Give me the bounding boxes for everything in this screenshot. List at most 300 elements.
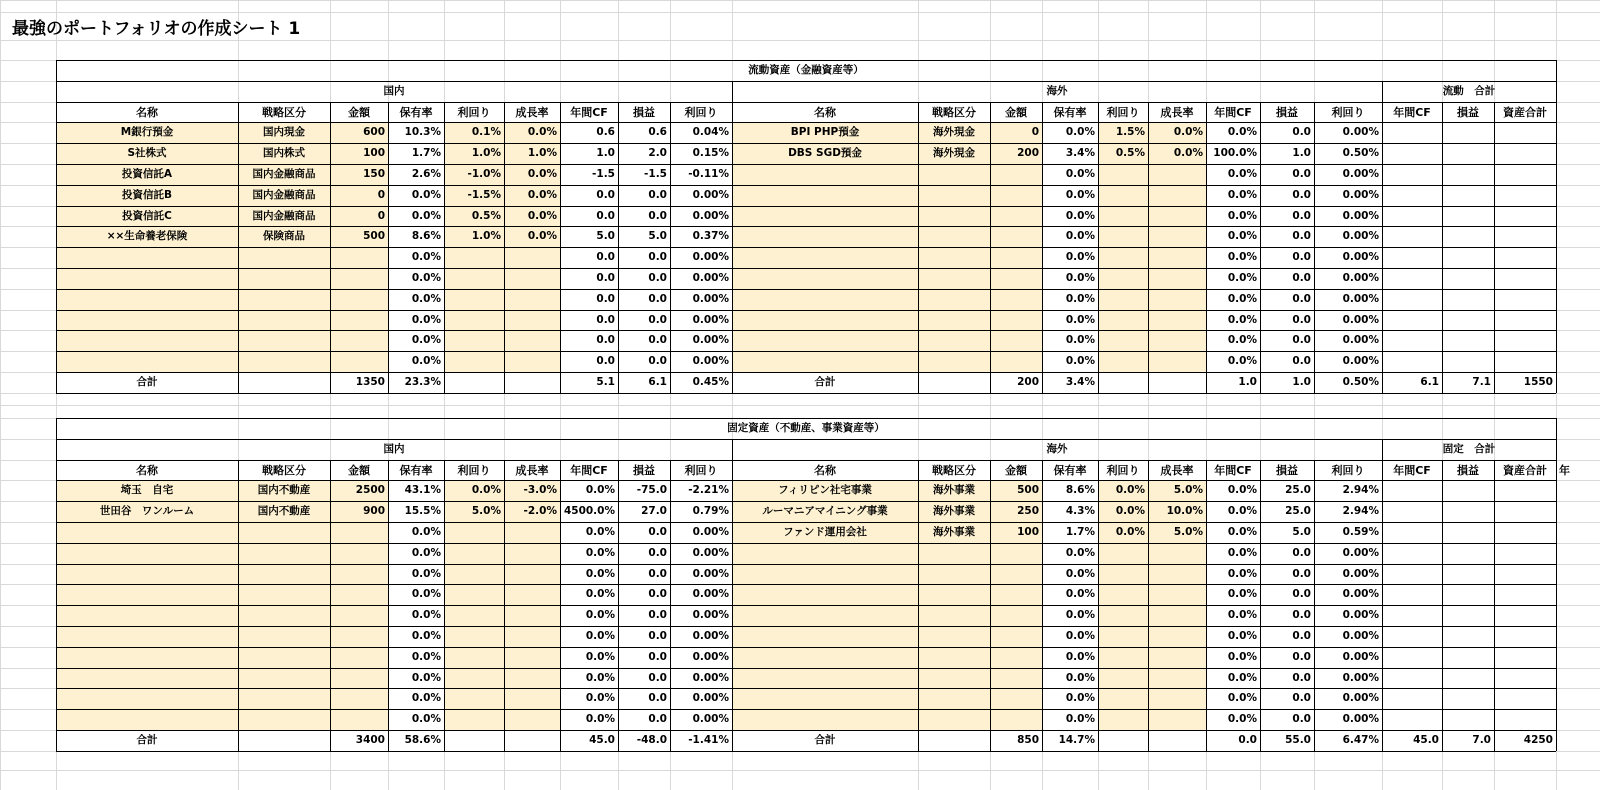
current-overseas-cell[interactable]: 0.0 (1292, 126, 1311, 139)
fixed-overseas-cell[interactable]: 0.0 (1292, 713, 1311, 726)
fixed-domestic-cell[interactable] (330, 564, 388, 584)
current-overseas-total-cell[interactable]: 3.4% (1065, 376, 1095, 389)
current-overseas-cell[interactable]: 0.0% (1065, 168, 1095, 181)
current-domestic-cell[interactable]: 0.0% (527, 209, 557, 222)
current-domestic-total-cell[interactable]: 5.1 (596, 376, 615, 389)
fixed-domestic-cell[interactable] (56, 605, 238, 626)
current-overseas-total-cell[interactable]: 200 (1017, 376, 1039, 389)
current-overseas-cell[interactable]: 0.00% (1342, 230, 1379, 243)
fixed-overseas-cell[interactable]: 0.00% (1342, 671, 1379, 684)
current-overseas-cell[interactable] (990, 351, 1042, 372)
fixed-domestic-cell[interactable]: 43.1% (404, 484, 441, 497)
current-overseas-cell[interactable] (990, 247, 1042, 268)
current-domestic-cell[interactable]: 10.3% (404, 126, 441, 139)
fixed-summary-total-cell[interactable]: 45.0 (1413, 734, 1439, 747)
fixed-overseas-cell[interactable]: 0.0% (1115, 484, 1145, 497)
fixed-domestic-cell[interactable] (56, 564, 238, 584)
current-overseas-cell[interactable] (732, 164, 918, 185)
fixed-domestic-cell[interactable] (56, 626, 238, 647)
current-overseas-cell[interactable] (1098, 247, 1148, 268)
fixed-overseas-cell[interactable] (1098, 543, 1148, 564)
fixed-overseas-cell[interactable] (990, 564, 1042, 584)
current-domestic-cell[interactable] (330, 247, 388, 268)
fixed-overseas-cell[interactable]: 海外事業 (933, 505, 975, 518)
current-overseas-cell[interactable]: BPI PHP預金 (790, 126, 860, 139)
fixed-overseas-cell[interactable]: 0.00% (1342, 692, 1379, 705)
current-domestic-cell[interactable]: 0.0 (596, 293, 615, 306)
fixed-overseas-cell[interactable] (1098, 605, 1148, 626)
fixed-domestic-cell[interactable] (330, 668, 388, 688)
current-overseas-cell[interactable]: 0.00% (1342, 272, 1379, 285)
current-overseas-cell[interactable] (918, 268, 990, 289)
current-domestic-cell[interactable]: 0.0% (411, 272, 441, 285)
fixed-overseas-cell[interactable]: 0.0% (1227, 609, 1257, 622)
fixed-domestic-cell[interactable] (330, 709, 388, 730)
current-domestic-cell[interactable]: 1.0% (471, 230, 501, 243)
fixed-overseas-cell[interactable]: 250 (1017, 505, 1039, 518)
current-domestic-cell[interactable] (238, 268, 330, 289)
fixed-overseas-cell[interactable] (990, 668, 1042, 688)
fixed-overseas-cell[interactable]: 2.94% (1342, 484, 1379, 497)
current-domestic-cell[interactable]: 0.0 (596, 355, 615, 368)
fixed-overseas-cell[interactable] (918, 564, 990, 584)
fixed-domestic-cell[interactable] (238, 647, 330, 668)
fixed-domestic-cell[interactable]: 0.00% (692, 609, 729, 622)
fixed-domestic-cell[interactable]: 0.0% (411, 692, 441, 705)
current-domestic-cell[interactable]: 国内金融商品 (252, 209, 316, 222)
fixed-overseas-cell[interactable]: 0.00% (1342, 567, 1379, 580)
fixed-overseas-cell[interactable]: 0.0 (1292, 567, 1311, 580)
fixed-domestic-cell[interactable] (238, 688, 330, 709)
current-domestic-cell[interactable] (444, 247, 504, 268)
current-overseas-cell[interactable] (732, 351, 918, 372)
current-domestic-cell[interactable]: 0.0% (411, 334, 441, 347)
fixed-overseas-cell[interactable]: 海外事業 (933, 526, 975, 539)
fixed-domestic-cell[interactable]: 0.0% (411, 547, 441, 560)
current-overseas-cell[interactable]: DBS SGD預金 (788, 147, 862, 160)
fixed-domestic-cell[interactable]: 0.00% (692, 547, 729, 560)
current-domestic-cell[interactable]: 1.7% (411, 147, 441, 160)
fixed-overseas-cell[interactable] (732, 605, 918, 626)
fixed-overseas-cell[interactable]: 0.0% (1065, 609, 1095, 622)
fixed-overseas-cell[interactable]: フィリピン社宅事業 (778, 484, 872, 497)
current-overseas-cell[interactable]: 0.0% (1227, 209, 1257, 222)
current-domestic-total-cell[interactable] (444, 372, 504, 393)
current-overseas-cell[interactable]: 0 (1031, 126, 1039, 139)
fixed-overseas-cell[interactable]: 8.6% (1065, 484, 1095, 497)
fixed-overseas-cell[interactable] (990, 605, 1042, 626)
fixed-overseas-cell[interactable]: 海外事業 (933, 484, 975, 497)
fixed-overseas-cell[interactable] (1148, 626, 1206, 647)
fixed-domestic-cell[interactable] (444, 584, 504, 605)
fixed-overseas-cell[interactable]: 0.0% (1115, 505, 1145, 518)
current-overseas-cell[interactable]: 0.0% (1227, 272, 1257, 285)
fixed-domestic-cell[interactable]: -2.21% (688, 484, 729, 497)
current-overseas-cell[interactable] (918, 206, 990, 226)
fixed-domestic-total-cell[interactable] (444, 730, 504, 751)
current-domestic-cell[interactable] (56, 351, 238, 372)
fixed-domestic-cell[interactable]: 15.5% (404, 505, 441, 518)
current-overseas-cell[interactable] (918, 164, 990, 185)
current-overseas-cell[interactable] (1148, 185, 1206, 206)
current-overseas-cell[interactable] (990, 330, 1042, 351)
fixed-domestic-cell[interactable]: 0.0% (411, 671, 441, 684)
fixed-overseas-total-cell[interactable]: 850 (1017, 734, 1039, 747)
fixed-domestic-cell[interactable] (444, 647, 504, 668)
current-overseas-cell[interactable]: 0.0 (1292, 272, 1311, 285)
fixed-overseas-total-cell[interactable] (1148, 730, 1206, 751)
fixed-domestic-cell[interactable] (444, 626, 504, 647)
fixed-overseas-cell[interactable] (990, 626, 1042, 647)
fixed-domestic-cell[interactable] (504, 688, 560, 709)
fixed-domestic-cell[interactable]: 5.0% (471, 505, 501, 518)
current-domestic-cell[interactable]: 5.0 (648, 230, 667, 243)
current-overseas-total-cell[interactable] (1098, 372, 1148, 393)
fixed-domestic-cell[interactable]: 0.00% (692, 671, 729, 684)
fixed-overseas-cell[interactable] (1098, 668, 1148, 688)
current-domestic-cell[interactable] (330, 351, 388, 372)
fixed-overseas-cell[interactable] (918, 647, 990, 668)
current-overseas-cell[interactable]: 0.0% (1173, 126, 1203, 139)
fixed-overseas-cell[interactable]: ルーマニアマイニング事業 (762, 505, 888, 518)
fixed-overseas-cell[interactable] (732, 668, 918, 688)
fixed-overseas-cell[interactable] (1098, 564, 1148, 584)
current-domestic-total-cell[interactable] (504, 372, 560, 393)
current-domestic-cell[interactable]: 0.1% (471, 126, 501, 139)
current-overseas-cell[interactable]: 0.0% (1227, 251, 1257, 264)
fixed-overseas-cell[interactable] (918, 688, 990, 709)
fixed-domestic-cell[interactable] (56, 668, 238, 688)
current-overseas-cell[interactable] (1098, 310, 1148, 330)
current-domestic-cell[interactable]: 保険商品 (263, 230, 305, 243)
fixed-overseas-cell[interactable] (990, 709, 1042, 730)
current-domestic-cell[interactable]: 0.0 (596, 251, 615, 264)
fixed-domestic-cell[interactable]: 0.00% (692, 567, 729, 580)
fixed-overseas-cell[interactable]: 0.59% (1342, 526, 1379, 539)
fixed-domestic-cell[interactable] (56, 543, 238, 564)
current-domestic-cell[interactable]: 0.0 (596, 209, 615, 222)
fixed-overseas-total-cell[interactable]: 14.7% (1058, 734, 1095, 747)
current-overseas-cell[interactable] (990, 310, 1042, 330)
current-domestic-cell[interactable]: -1.0% (467, 168, 501, 181)
fixed-overseas-cell[interactable]: 0.0% (1065, 567, 1095, 580)
current-overseas-total-cell[interactable] (918, 372, 990, 393)
current-overseas-cell[interactable]: 1.0 (1292, 147, 1311, 160)
fixed-overseas-cell[interactable] (1148, 543, 1206, 564)
fixed-domestic-cell[interactable]: 0.0 (648, 692, 667, 705)
fixed-domestic-cell[interactable]: 0.0% (411, 609, 441, 622)
current-domestic-total-cell[interactable]: 6.1 (648, 376, 667, 389)
current-overseas-cell[interactable]: 0.00% (1342, 251, 1379, 264)
fixed-domestic-cell[interactable]: 埼玉 自宅 (120, 484, 174, 497)
current-domestic-cell[interactable]: 0.0 (648, 189, 667, 202)
fixed-domestic-total-cell[interactable]: 合計 (136, 734, 158, 747)
fixed-overseas-cell[interactable]: 5.0% (1173, 526, 1203, 539)
fixed-domestic-cell[interactable]: 4500.0% (563, 505, 615, 518)
fixed-domestic-cell[interactable]: 0.0% (585, 651, 615, 664)
fixed-domestic-total-cell[interactable]: -1.41% (688, 734, 729, 747)
fixed-overseas-cell[interactable] (1098, 626, 1148, 647)
current-overseas-cell[interactable] (1098, 330, 1148, 351)
current-domestic-cell[interactable] (504, 268, 560, 289)
current-overseas-cell[interactable] (1098, 268, 1148, 289)
fixed-domestic-total-cell[interactable]: 58.6% (404, 734, 441, 747)
current-overseas-cell[interactable]: 0.0% (1227, 230, 1257, 243)
current-overseas-cell[interactable] (732, 226, 918, 247)
fixed-domestic-cell[interactable] (238, 564, 330, 584)
current-domestic-cell[interactable] (238, 330, 330, 351)
current-domestic-cell[interactable]: 0.0 (596, 334, 615, 347)
fixed-domestic-cell[interactable] (330, 647, 388, 668)
fixed-domestic-cell[interactable] (56, 522, 238, 543)
current-overseas-cell[interactable]: 0.0% (1227, 189, 1257, 202)
fixed-domestic-cell[interactable] (444, 688, 504, 709)
current-domestic-cell[interactable]: 5.0 (596, 230, 615, 243)
fixed-overseas-cell[interactable]: 0.0% (1065, 651, 1095, 664)
current-domestic-cell[interactable] (504, 310, 560, 330)
current-overseas-cell[interactable] (990, 206, 1042, 226)
fixed-overseas-cell[interactable] (1098, 584, 1148, 605)
current-domestic-cell[interactable]: 0.0% (411, 293, 441, 306)
fixed-overseas-cell[interactable] (1098, 709, 1148, 730)
current-domestic-total-cell[interactable]: 0.45% (692, 376, 729, 389)
fixed-domestic-cell[interactable] (444, 564, 504, 584)
current-domestic-cell[interactable]: 0.6 (648, 126, 667, 139)
current-domestic-cell[interactable]: 投資信託A (121, 168, 173, 181)
fixed-overseas-cell[interactable]: 0.0% (1227, 547, 1257, 560)
current-domestic-cell[interactable]: 0.00% (692, 189, 729, 202)
current-overseas-cell[interactable] (1098, 351, 1148, 372)
current-domestic-cell[interactable]: 0.0 (648, 209, 667, 222)
current-overseas-cell[interactable]: 0.0 (1292, 230, 1311, 243)
fixed-domestic-cell[interactable]: -3.0% (523, 484, 557, 497)
current-overseas-total-cell[interactable]: 0.50% (1342, 376, 1379, 389)
fixed-domestic-cell[interactable]: 0.0 (648, 547, 667, 560)
current-domestic-cell[interactable]: 国内金融商品 (252, 189, 316, 202)
fixed-domestic-cell[interactable]: 0.0% (411, 713, 441, 726)
fixed-domestic-cell[interactable]: 0.0 (648, 651, 667, 664)
current-domestic-cell[interactable]: 1.0% (471, 147, 501, 160)
current-overseas-cell[interactable]: 0.0% (1065, 126, 1095, 139)
current-domestic-cell[interactable]: 1.0% (527, 147, 557, 160)
current-overseas-cell[interactable] (1098, 164, 1148, 185)
current-domestic-cell[interactable]: 0.00% (692, 293, 729, 306)
fixed-domestic-cell[interactable]: 0.00% (692, 630, 729, 643)
fixed-domestic-cell[interactable]: 0.0 (648, 526, 667, 539)
fixed-domestic-cell[interactable]: 0.0 (648, 713, 667, 726)
fixed-overseas-cell[interactable] (1148, 605, 1206, 626)
fixed-overseas-cell[interactable]: 0.0% (1227, 588, 1257, 601)
current-domestic-cell[interactable] (330, 289, 388, 310)
fixed-overseas-cell[interactable]: 0.00% (1342, 609, 1379, 622)
fixed-overseas-cell[interactable] (1148, 647, 1206, 668)
fixed-overseas-cell[interactable]: 0.0% (1227, 526, 1257, 539)
current-overseas-cell[interactable]: 200 (1017, 147, 1039, 160)
current-domestic-cell[interactable] (504, 351, 560, 372)
current-overseas-cell[interactable]: 0.0% (1227, 313, 1257, 326)
current-overseas-cell[interactable]: 0.5% (1115, 147, 1145, 160)
current-domestic-cell[interactable]: 投資信託C (122, 209, 172, 222)
current-overseas-cell[interactable]: 0.0% (1065, 272, 1095, 285)
fixed-overseas-cell[interactable] (1148, 688, 1206, 709)
current-overseas-cell[interactable]: 0.00% (1342, 126, 1379, 139)
current-overseas-cell[interactable]: 0.0% (1065, 230, 1095, 243)
current-overseas-cell[interactable]: 0.0% (1065, 189, 1095, 202)
current-overseas-cell[interactable]: 0.0% (1065, 251, 1095, 264)
fixed-domestic-cell[interactable]: 0.00% (692, 526, 729, 539)
fixed-overseas-total-cell[interactable]: 55.0 (1285, 734, 1311, 747)
fixed-overseas-cell[interactable]: 25.0 (1285, 484, 1311, 497)
current-domestic-cell[interactable]: 投資信託B (121, 189, 172, 202)
current-overseas-cell[interactable] (1148, 330, 1206, 351)
current-overseas-cell[interactable] (732, 185, 918, 206)
current-domestic-cell[interactable] (444, 310, 504, 330)
current-domestic-cell[interactable]: 0.0% (527, 230, 557, 243)
current-domestic-cell[interactable]: 国内株式 (263, 147, 305, 160)
fixed-overseas-cell[interactable]: 0.0% (1227, 567, 1257, 580)
current-domestic-cell[interactable]: 0.0 (648, 293, 667, 306)
fixed-domestic-total-cell[interactable] (504, 730, 560, 751)
fixed-domestic-cell[interactable] (56, 709, 238, 730)
fixed-overseas-cell[interactable] (732, 564, 918, 584)
current-summary-total-cell[interactable]: 7.1 (1472, 376, 1491, 389)
fixed-domestic-cell[interactable]: 0.0% (585, 609, 615, 622)
fixed-domestic-cell[interactable] (504, 605, 560, 626)
current-overseas-cell[interactable] (1148, 164, 1206, 185)
fixed-overseas-cell[interactable] (732, 584, 918, 605)
fixed-domestic-total-cell[interactable] (238, 730, 330, 751)
fixed-overseas-cell[interactable]: 5.0 (1292, 526, 1311, 539)
fixed-overseas-total-cell[interactable]: 合計 (814, 734, 836, 747)
current-overseas-cell[interactable] (918, 330, 990, 351)
fixed-domestic-cell[interactable] (330, 522, 388, 543)
current-overseas-cell[interactable] (1148, 268, 1206, 289)
current-domestic-cell[interactable]: M銀行預金 (120, 126, 174, 139)
current-summary-total-cell[interactable]: 6.1 (1420, 376, 1439, 389)
current-overseas-total-cell[interactable]: 1.0 (1238, 376, 1257, 389)
fixed-overseas-total-cell[interactable]: 6.47% (1342, 734, 1379, 747)
current-domestic-cell[interactable]: 0.0% (411, 209, 441, 222)
fixed-overseas-cell[interactable]: 0.00% (1342, 713, 1379, 726)
current-overseas-cell[interactable]: 0.00% (1342, 293, 1379, 306)
fixed-overseas-cell[interactable] (918, 543, 990, 564)
fixed-domestic-cell[interactable] (56, 688, 238, 709)
current-domestic-cell[interactable]: 0.0 (648, 313, 667, 326)
fixed-domestic-cell[interactable]: 0.0 (648, 671, 667, 684)
current-domestic-cell[interactable] (330, 330, 388, 351)
current-overseas-cell[interactable]: 0.0 (1292, 334, 1311, 347)
fixed-overseas-cell[interactable] (732, 688, 918, 709)
fixed-domestic-cell[interactable]: 900 (363, 505, 385, 518)
fixed-overseas-cell[interactable] (918, 584, 990, 605)
fixed-overseas-cell[interactable] (918, 668, 990, 688)
current-overseas-cell[interactable]: 0.0 (1292, 313, 1311, 326)
current-overseas-cell[interactable] (918, 185, 990, 206)
current-overseas-cell[interactable] (1148, 247, 1206, 268)
current-domestic-cell[interactable]: 0 (377, 189, 385, 202)
fixed-overseas-cell[interactable]: 0.0% (1065, 588, 1095, 601)
current-domestic-cell[interactable]: 0.0 (596, 313, 615, 326)
fixed-domestic-cell[interactable] (238, 668, 330, 688)
fixed-domestic-cell[interactable]: 0.0% (585, 567, 615, 580)
fixed-overseas-cell[interactable]: 0.0% (1227, 505, 1257, 518)
fixed-domestic-cell[interactable] (444, 605, 504, 626)
fixed-overseas-cell[interactable] (1098, 688, 1148, 709)
current-overseas-cell[interactable] (732, 206, 918, 226)
current-domestic-cell[interactable] (238, 247, 330, 268)
current-domestic-cell[interactable] (330, 268, 388, 289)
current-domestic-cell[interactable] (56, 330, 238, 351)
current-domestic-cell[interactable]: -1.5 (644, 168, 667, 181)
current-overseas-cell[interactable] (732, 268, 918, 289)
current-overseas-cell[interactable]: 0.00% (1342, 334, 1379, 347)
fixed-domestic-cell[interactable]: 0.0% (411, 526, 441, 539)
fixed-domestic-cell[interactable]: 0.0% (585, 588, 615, 601)
fixed-domestic-cell[interactable]: -75.0 (636, 484, 667, 497)
fixed-overseas-cell[interactable] (918, 709, 990, 730)
fixed-domestic-cell[interactable]: 0.0% (585, 692, 615, 705)
fixed-overseas-cell[interactable]: 0.0 (1292, 651, 1311, 664)
fixed-domestic-cell[interactable] (56, 647, 238, 668)
current-domestic-total-cell[interactable] (238, 372, 330, 393)
fixed-overseas-cell[interactable]: 0.0% (1227, 692, 1257, 705)
fixed-overseas-cell[interactable]: ファンド運用会社 (783, 526, 867, 539)
current-overseas-cell[interactable]: 0.0% (1065, 293, 1095, 306)
fixed-domestic-cell[interactable]: 0.0% (585, 713, 615, 726)
current-overseas-cell[interactable]: 0.0% (1227, 293, 1257, 306)
current-domestic-total-cell[interactable]: 1350 (355, 376, 385, 389)
current-overseas-cell[interactable] (732, 247, 918, 268)
current-summary-total-cell[interactable]: 1550 (1523, 376, 1553, 389)
current-domestic-cell[interactable]: 0.00% (692, 272, 729, 285)
fixed-overseas-cell[interactable]: 0.0% (1227, 651, 1257, 664)
current-domestic-cell[interactable]: 0.00% (692, 334, 729, 347)
current-overseas-cell[interactable]: 0.0% (1227, 168, 1257, 181)
fixed-domestic-cell[interactable]: 0.0 (648, 609, 667, 622)
current-domestic-cell[interactable]: 0.00% (692, 313, 729, 326)
fixed-overseas-cell[interactable]: 0.0% (1227, 484, 1257, 497)
fixed-overseas-cell[interactable] (990, 543, 1042, 564)
current-overseas-cell[interactable] (990, 289, 1042, 310)
fixed-overseas-cell[interactable]: 0.0% (1065, 671, 1095, 684)
fixed-domestic-cell[interactable]: 0.00% (692, 692, 729, 705)
current-overseas-cell[interactable] (1098, 289, 1148, 310)
current-domestic-cell[interactable]: 0 (377, 209, 385, 222)
fixed-overseas-cell[interactable]: 0.0 (1292, 692, 1311, 705)
current-overseas-cell[interactable]: 0.0 (1292, 209, 1311, 222)
fixed-overseas-cell[interactable]: 0.0% (1065, 547, 1095, 560)
fixed-overseas-cell[interactable] (1098, 647, 1148, 668)
current-domestic-cell[interactable]: 0.0% (411, 251, 441, 264)
current-overseas-total-cell[interactable]: 合計 (814, 376, 836, 389)
current-domestic-cell[interactable] (444, 268, 504, 289)
fixed-domestic-cell[interactable] (238, 626, 330, 647)
fixed-domestic-cell[interactable]: 0.0% (411, 588, 441, 601)
current-domestic-cell[interactable] (56, 268, 238, 289)
current-domestic-cell[interactable]: 0.0% (411, 355, 441, 368)
current-domestic-cell[interactable] (504, 330, 560, 351)
current-overseas-cell[interactable] (990, 164, 1042, 185)
fixed-overseas-cell[interactable]: 5.0% (1173, 484, 1203, 497)
fixed-overseas-cell[interactable]: 0.0 (1292, 609, 1311, 622)
current-overseas-cell[interactable]: 0.0% (1173, 147, 1203, 160)
current-overseas-cell[interactable] (1098, 226, 1148, 247)
fixed-overseas-cell[interactable] (1148, 709, 1206, 730)
current-overseas-cell[interactable] (732, 330, 918, 351)
current-domestic-cell[interactable]: 0.04% (692, 126, 729, 139)
current-overseas-cell[interactable]: 0.0 (1292, 355, 1311, 368)
fixed-domestic-cell[interactable] (238, 605, 330, 626)
